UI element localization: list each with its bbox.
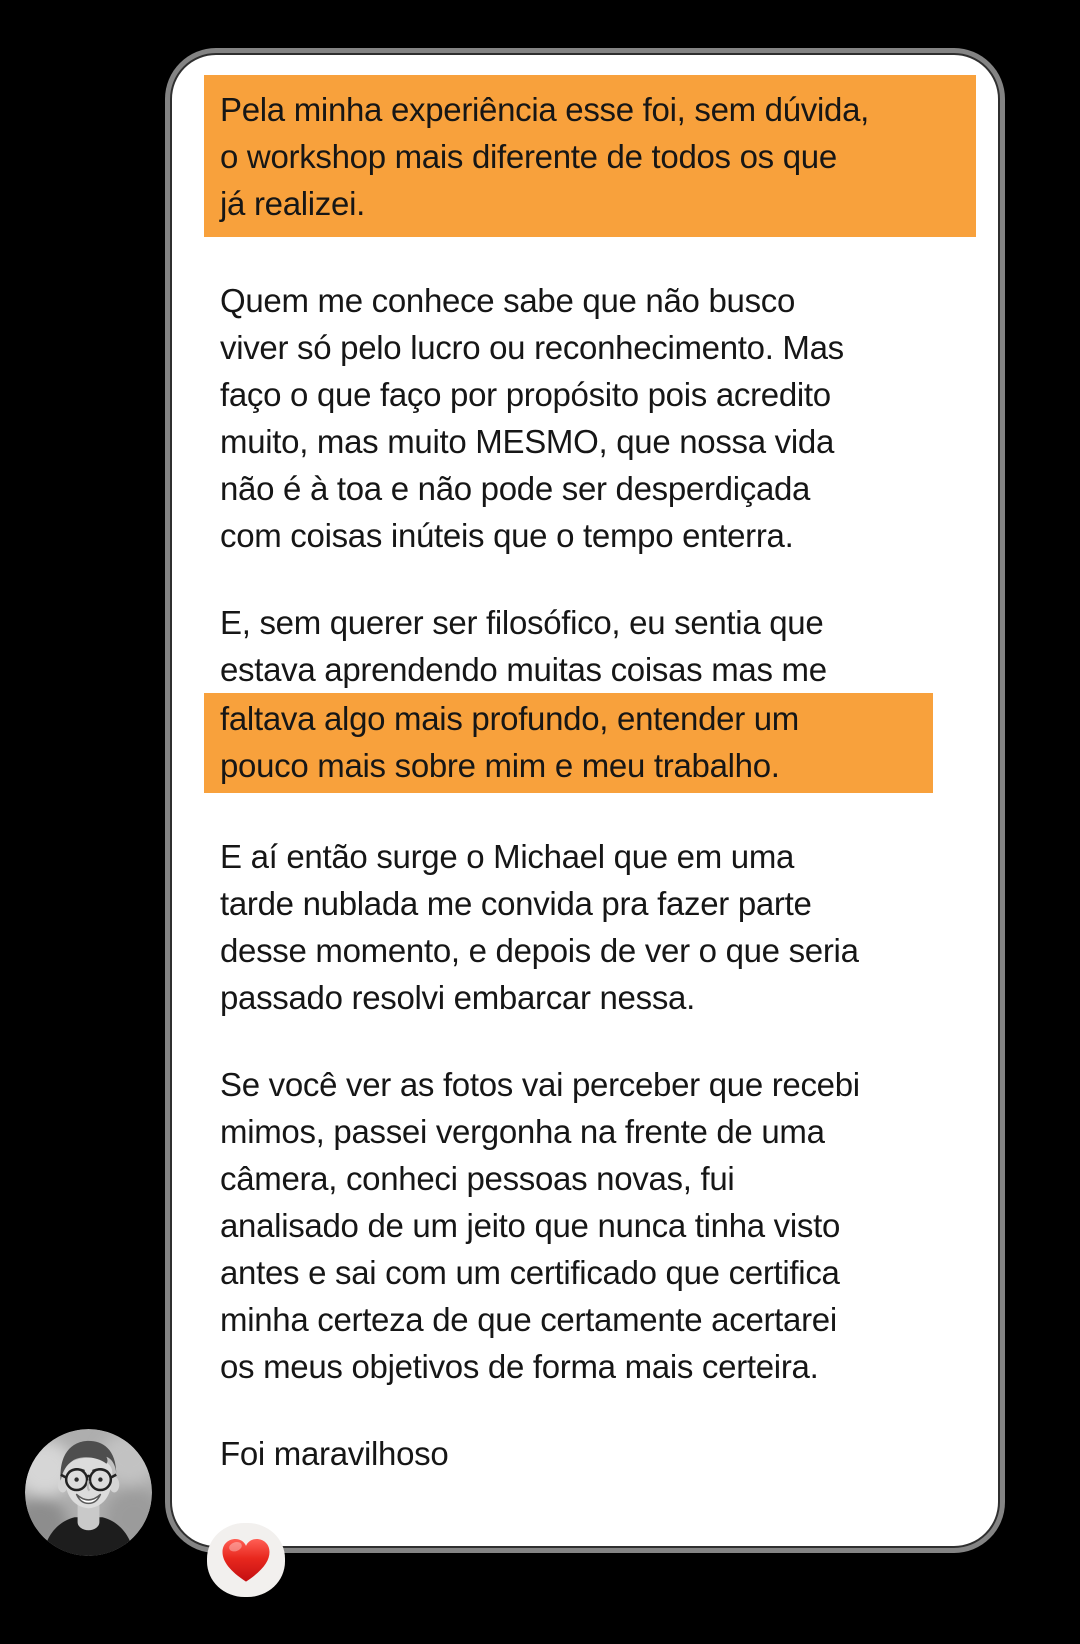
text-line: Quem me conhece sabe que não busco [220,282,796,319]
text-line: passado resolvi embarcar nessa. [220,979,695,1016]
text-line: analisado de um jeito que nunca tinha visto [220,1207,841,1244]
text-line: os meus objetivos de forma mais certeira. [220,1348,819,1385]
text-line: tarde nublada me convida pra fazer parte [220,885,812,922]
text-line: pouco mais sobre mim e meu trabalho. [220,747,780,784]
text-line: não é à toa e não pode ser desperdiçada [220,470,811,507]
text-block [220,599,962,693]
paragraph [220,599,962,793]
text-line: Foi maravilhoso [220,1435,449,1472]
red-heart-icon [220,1537,272,1584]
testimonial-message-bubble [170,53,1000,1548]
text-line: antes e sai com um certificado que certifica [220,1254,840,1291]
text-line: desse momento, e depois de ver o que seria [220,932,859,969]
text-line: câmera, conheci pessoas novas, fui [220,1160,735,1197]
text-line: faltava algo mais profundo, entender um [220,700,799,737]
text-line: E aí então surge o Michael que em uma [220,838,795,875]
text-line: viver só pelo lucro ou reconhecimento. Mas [220,329,844,366]
text-line: já realizei. [220,185,365,222]
text-line: faço o que faço por propósito pois acredito [220,376,831,413]
text-line: Pela minha experiência esse foi, sem dúvida, [220,91,869,128]
text-block [220,833,962,1021]
highlighted-text-block [204,75,976,237]
paragraph [220,1061,962,1390]
text-block [220,277,962,559]
text-line: mimos, passei vergonha na frente de uma [220,1113,825,1150]
highlighted-text-block [204,693,933,793]
text-line: E, sem querer ser filosófico, eu sentia que [220,604,824,641]
text-line: minha certeza de que certamente acertarei [220,1301,837,1338]
heart-reaction-badge[interactable] [207,1523,285,1597]
text-block [220,1061,962,1390]
text-line: muito, mas muito MESMO, que nossa vida [220,423,835,460]
paragraph [220,833,962,1021]
text-line: Se você ver as fotos vai perceber que recebi [220,1066,860,1103]
paragraph [220,75,962,237]
paragraph [220,277,962,559]
text-line: o workshop mais diferente de todos os que [220,138,837,175]
text-line: estava aprendendo muitas coisas mas me [220,651,827,688]
sender-avatar[interactable] [25,1429,152,1556]
testimonial-text [220,75,962,1477]
text-block [220,1430,962,1477]
avatar-photo-icon [25,1429,152,1556]
text-line: com coisas inúteis que o tempo enterra. [220,517,794,554]
paragraph [220,1430,962,1477]
